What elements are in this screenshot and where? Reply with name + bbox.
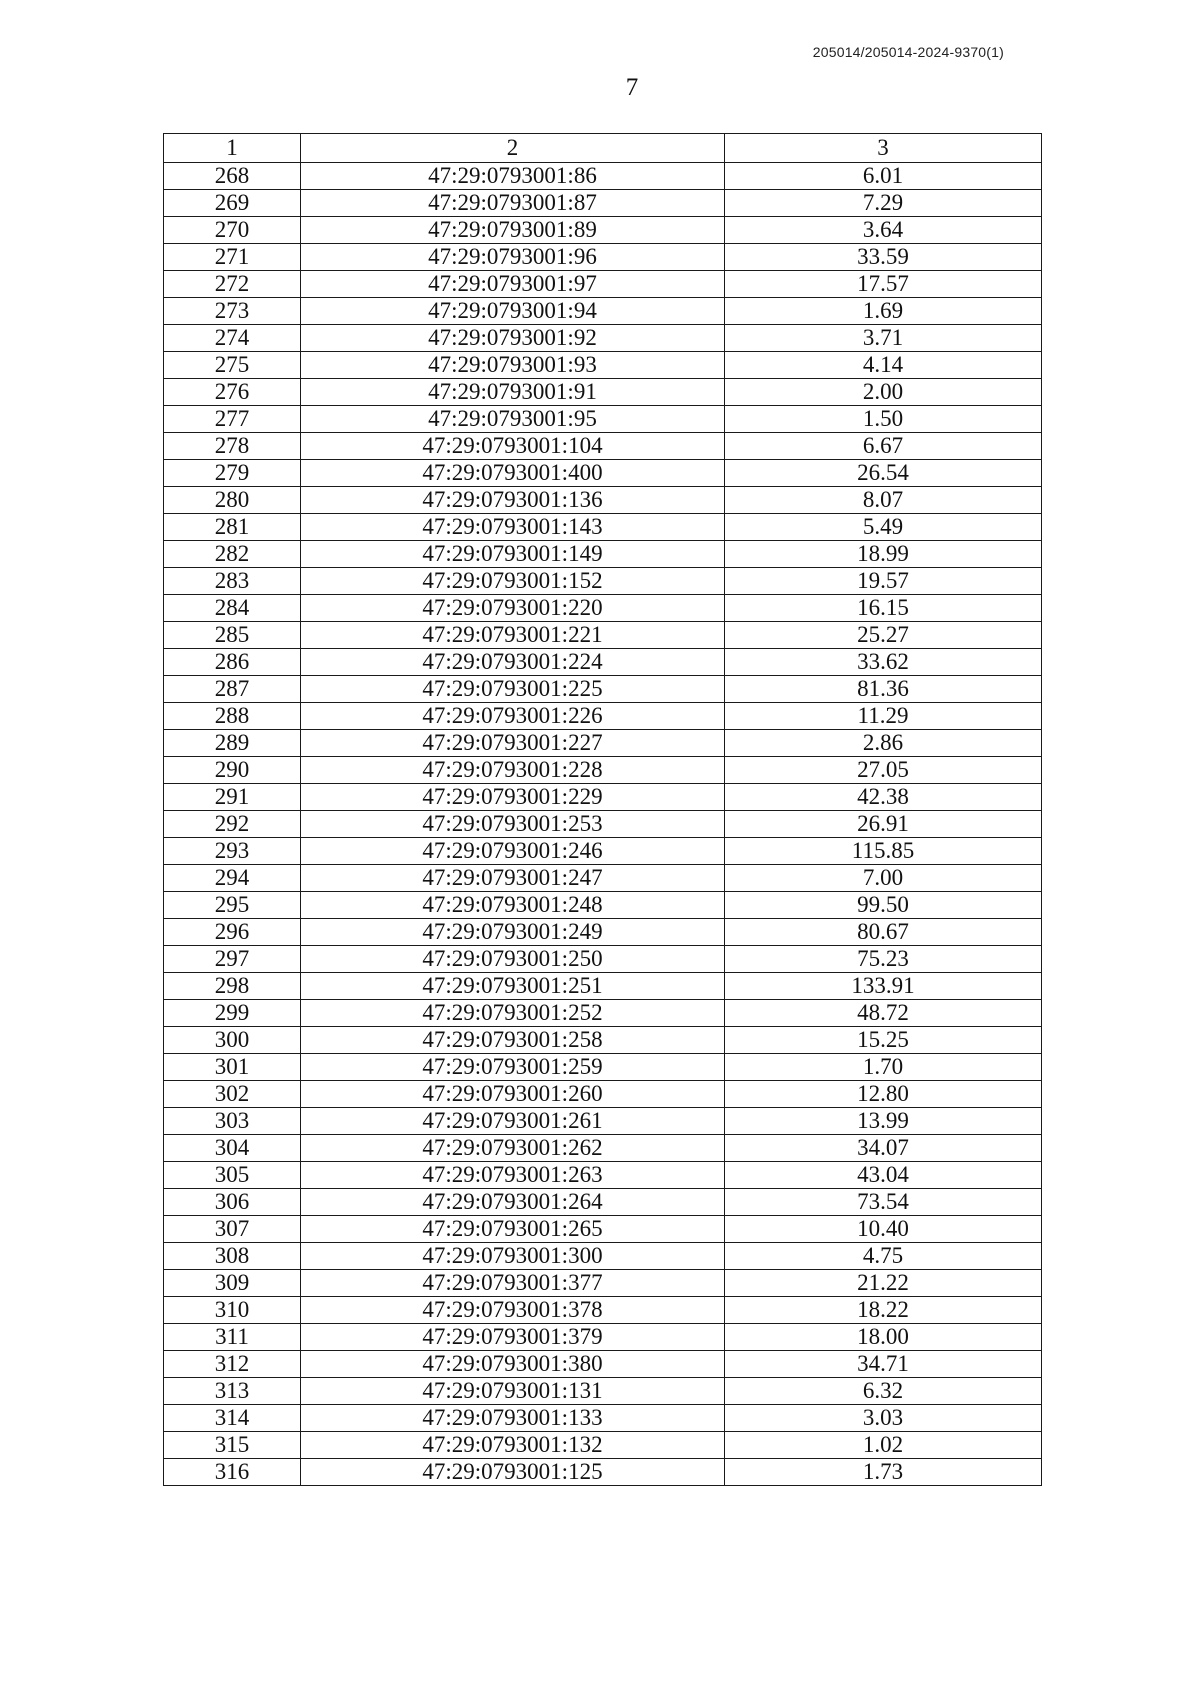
row-number-cell: 293 (164, 838, 301, 865)
cadastral-number-cell: 47:29:0793001:259 (301, 1054, 725, 1081)
row-number-cell: 302 (164, 1081, 301, 1108)
value-cell: 34.07 (725, 1135, 1042, 1162)
row-number-cell: 314 (164, 1405, 301, 1432)
value-cell: 133.91 (725, 973, 1042, 1000)
cadastral-number-cell: 47:29:0793001:125 (301, 1459, 725, 1486)
table-header-row (164, 134, 1042, 163)
value-cell: 26.54 (725, 460, 1042, 487)
cadastral-number-cell: 47:29:0793001:226 (301, 703, 725, 730)
cadastral-number-cell: 47:29:0793001:91 (301, 379, 725, 406)
row-number-cell: 286 (164, 649, 301, 676)
value-cell: 7.29 (725, 190, 1042, 217)
table-row (164, 298, 1042, 325)
row-number-cell: 288 (164, 703, 301, 730)
table-row (164, 379, 1042, 406)
table-row (164, 1405, 1042, 1432)
value-cell: 15.25 (725, 1027, 1042, 1054)
table-row (164, 1162, 1042, 1189)
cadastral-number-cell: 47:29:0793001:377 (301, 1270, 725, 1297)
value-cell: 27.05 (725, 757, 1042, 784)
value-cell: 12.80 (725, 1081, 1042, 1108)
value-cell: 6.67 (725, 433, 1042, 460)
value-cell: 2.00 (725, 379, 1042, 406)
table-row (164, 622, 1042, 649)
table-row (164, 406, 1042, 433)
cadastral-number-cell: 47:29:0793001:87 (301, 190, 725, 217)
table-row (164, 1297, 1042, 1324)
row-number-cell: 306 (164, 1189, 301, 1216)
cadastral-number-cell: 47:29:0793001:133 (301, 1405, 725, 1432)
table-row (164, 1324, 1042, 1351)
value-cell: 1.02 (725, 1432, 1042, 1459)
cadastral-number-cell: 47:29:0793001:380 (301, 1351, 725, 1378)
row-number-cell: 280 (164, 487, 301, 514)
column-header-2: 2 (301, 134, 725, 163)
row-number-cell: 298 (164, 973, 301, 1000)
value-cell: 18.22 (725, 1297, 1042, 1324)
cadastral-number-cell: 47:29:0793001:89 (301, 217, 725, 244)
cadastral-number-cell: 47:29:0793001:93 (301, 352, 725, 379)
data-table (163, 133, 1042, 1486)
cadastral-number-cell: 47:29:0793001:258 (301, 1027, 725, 1054)
table-row (164, 1459, 1042, 1486)
value-cell: 17.57 (725, 271, 1042, 298)
table-row (164, 1081, 1042, 1108)
row-number-cell: 281 (164, 514, 301, 541)
row-number-cell: 300 (164, 1027, 301, 1054)
row-number-cell: 284 (164, 595, 301, 622)
cadastral-number-cell: 47:29:0793001:262 (301, 1135, 725, 1162)
table-row (164, 892, 1042, 919)
table-row (164, 163, 1042, 190)
cadastral-number-cell: 47:29:0793001:246 (301, 838, 725, 865)
row-number-cell: 273 (164, 298, 301, 325)
page-number: 7 (625, 74, 639, 101)
row-number-cell: 278 (164, 433, 301, 460)
value-cell: 3.71 (725, 325, 1042, 352)
table-row (164, 541, 1042, 568)
row-number-cell: 291 (164, 784, 301, 811)
table-row (164, 217, 1042, 244)
cadastral-number-cell: 47:29:0793001:248 (301, 892, 725, 919)
value-cell: 81.36 (725, 676, 1042, 703)
value-cell: 21.22 (725, 1270, 1042, 1297)
value-cell: 48.72 (725, 1000, 1042, 1027)
value-cell: 26.91 (725, 811, 1042, 838)
table-row (164, 1108, 1042, 1135)
cadastral-number-cell: 47:29:0793001:131 (301, 1378, 725, 1405)
value-cell: 18.00 (725, 1324, 1042, 1351)
cadastral-number-cell: 47:29:0793001:265 (301, 1216, 725, 1243)
cadastral-number-cell: 47:29:0793001:95 (301, 406, 725, 433)
table-row (164, 352, 1042, 379)
value-cell: 16.15 (725, 595, 1042, 622)
value-cell: 10.40 (725, 1216, 1042, 1243)
cadastral-number-cell: 47:29:0793001:152 (301, 568, 725, 595)
value-cell: 18.99 (725, 541, 1042, 568)
cadastral-number-cell: 47:29:0793001:249 (301, 919, 725, 946)
value-cell: 4.75 (725, 1243, 1042, 1270)
value-cell: 73.54 (725, 1189, 1042, 1216)
row-number-cell: 299 (164, 1000, 301, 1027)
row-number-cell: 312 (164, 1351, 301, 1378)
cadastral-number-cell: 47:29:0793001:143 (301, 514, 725, 541)
value-cell: 115.85 (725, 838, 1042, 865)
cadastral-number-cell: 47:29:0793001:224 (301, 649, 725, 676)
row-number-cell: 275 (164, 352, 301, 379)
row-number-cell: 270 (164, 217, 301, 244)
value-cell: 2.86 (725, 730, 1042, 757)
cadastral-number-cell: 47:29:0793001:227 (301, 730, 725, 757)
value-cell: 33.62 (725, 649, 1042, 676)
row-number-cell: 269 (164, 190, 301, 217)
cadastral-number-cell: 47:29:0793001:94 (301, 298, 725, 325)
table-row (164, 595, 1042, 622)
table-row (164, 973, 1042, 1000)
table-row (164, 757, 1042, 784)
table-body (164, 163, 1042, 1486)
table-row (164, 703, 1042, 730)
value-cell: 5.49 (725, 514, 1042, 541)
table-row (164, 1189, 1042, 1216)
cadastral-number-cell: 47:29:0793001:250 (301, 946, 725, 973)
table-row (164, 244, 1042, 271)
value-cell: 7.00 (725, 865, 1042, 892)
row-number-cell: 271 (164, 244, 301, 271)
value-cell: 4.14 (725, 352, 1042, 379)
row-number-cell: 272 (164, 271, 301, 298)
value-cell: 75.23 (725, 946, 1042, 973)
column-header-3: 3 (725, 134, 1042, 163)
value-cell: 8.07 (725, 487, 1042, 514)
row-number-cell: 310 (164, 1297, 301, 1324)
table-row (164, 433, 1042, 460)
row-number-cell: 308 (164, 1243, 301, 1270)
row-number-cell: 285 (164, 622, 301, 649)
table-row (164, 487, 1042, 514)
value-cell: 33.59 (725, 244, 1042, 271)
table-row (164, 730, 1042, 757)
table-row (164, 271, 1042, 298)
table-row (164, 1000, 1042, 1027)
cadastral-number-cell: 47:29:0793001:263 (301, 1162, 725, 1189)
cadastral-number-cell: 47:29:0793001:149 (301, 541, 725, 568)
row-number-cell: 295 (164, 892, 301, 919)
value-cell: 13.99 (725, 1108, 1042, 1135)
row-number-cell: 307 (164, 1216, 301, 1243)
table-row (164, 568, 1042, 595)
table-row (164, 1027, 1042, 1054)
cadastral-number-cell: 47:29:0793001:251 (301, 973, 725, 1000)
value-cell: 1.70 (725, 1054, 1042, 1081)
table-row (164, 1243, 1042, 1270)
cadastral-number-cell: 47:29:0793001:104 (301, 433, 725, 460)
row-number-cell: 297 (164, 946, 301, 973)
value-cell: 6.32 (725, 1378, 1042, 1405)
row-number-cell: 301 (164, 1054, 301, 1081)
value-cell: 1.69 (725, 298, 1042, 325)
table-row (164, 1378, 1042, 1405)
table-row (164, 1216, 1042, 1243)
table-row (164, 460, 1042, 487)
cadastral-number-cell: 47:29:0793001:378 (301, 1297, 725, 1324)
table-row (164, 838, 1042, 865)
table-row (164, 1054, 1042, 1081)
cadastral-number-cell: 47:29:0793001:264 (301, 1189, 725, 1216)
cadastral-number-cell: 47:29:0793001:96 (301, 244, 725, 271)
value-cell: 19.57 (725, 568, 1042, 595)
table-row (164, 1270, 1042, 1297)
row-number-cell: 311 (164, 1324, 301, 1351)
cadastral-number-cell: 47:29:0793001:228 (301, 757, 725, 784)
cadastral-number-cell: 47:29:0793001:225 (301, 676, 725, 703)
cadastral-number-cell: 47:29:0793001:220 (301, 595, 725, 622)
row-number-cell: 305 (164, 1162, 301, 1189)
row-number-cell: 313 (164, 1378, 301, 1405)
table-row (164, 1432, 1042, 1459)
value-cell: 1.50 (725, 406, 1042, 433)
cadastral-number-cell: 47:29:0793001:136 (301, 487, 725, 514)
row-number-cell: 289 (164, 730, 301, 757)
value-cell: 25.27 (725, 622, 1042, 649)
row-number-cell: 279 (164, 460, 301, 487)
cadastral-number-cell: 47:29:0793001:247 (301, 865, 725, 892)
table-header (164, 134, 1042, 163)
row-number-cell: 309 (164, 1270, 301, 1297)
value-cell: 99.50 (725, 892, 1042, 919)
table-row (164, 919, 1042, 946)
row-number-cell: 296 (164, 919, 301, 946)
cadastral-number-cell: 47:29:0793001:260 (301, 1081, 725, 1108)
value-cell: 43.04 (725, 1162, 1042, 1189)
row-number-cell: 287 (164, 676, 301, 703)
table-row (164, 784, 1042, 811)
value-cell: 3.03 (725, 1405, 1042, 1432)
row-number-cell: 282 (164, 541, 301, 568)
cadastral-number-cell: 47:29:0793001:379 (301, 1324, 725, 1351)
cadastral-number-cell: 47:29:0793001:261 (301, 1108, 725, 1135)
row-number-cell: 303 (164, 1108, 301, 1135)
table-row (164, 946, 1042, 973)
value-cell: 1.73 (725, 1459, 1042, 1486)
row-number-cell: 283 (164, 568, 301, 595)
table-row (164, 865, 1042, 892)
cadastral-number-cell: 47:29:0793001:132 (301, 1432, 725, 1459)
table-row (164, 514, 1042, 541)
value-cell: 3.64 (725, 217, 1042, 244)
cadastral-number-cell: 47:29:0793001:92 (301, 325, 725, 352)
cadastral-number-cell: 47:29:0793001:86 (301, 163, 725, 190)
cadastral-number-cell: 47:29:0793001:300 (301, 1243, 725, 1270)
cadastral-number-cell: 47:29:0793001:97 (301, 271, 725, 298)
row-number-cell: 292 (164, 811, 301, 838)
table-row (164, 811, 1042, 838)
row-number-cell: 315 (164, 1432, 301, 1459)
row-number-cell: 316 (164, 1459, 301, 1486)
cadastral-number-cell: 47:29:0793001:229 (301, 784, 725, 811)
row-number-cell: 304 (164, 1135, 301, 1162)
column-header-1: 1 (164, 134, 301, 163)
document-reference: 205014/205014-2024-9370(1) (812, 44, 1004, 60)
value-cell: 34.71 (725, 1351, 1042, 1378)
cadastral-number-cell: 47:29:0793001:253 (301, 811, 725, 838)
row-number-cell: 294 (164, 865, 301, 892)
row-number-cell: 274 (164, 325, 301, 352)
value-cell: 42.38 (725, 784, 1042, 811)
cadastral-number-cell: 47:29:0793001:252 (301, 1000, 725, 1027)
cadastral-number-cell: 47:29:0793001:400 (301, 460, 725, 487)
row-number-cell: 290 (164, 757, 301, 784)
table-row (164, 1135, 1042, 1162)
value-cell: 80.67 (725, 919, 1042, 946)
value-cell: 6.01 (725, 163, 1042, 190)
table-row (164, 325, 1042, 352)
table-row (164, 1351, 1042, 1378)
row-number-cell: 268 (164, 163, 301, 190)
table-row (164, 676, 1042, 703)
row-number-cell: 277 (164, 406, 301, 433)
row-number-cell: 276 (164, 379, 301, 406)
value-cell: 11.29 (725, 703, 1042, 730)
cadastral-number-cell: 47:29:0793001:221 (301, 622, 725, 649)
table-row (164, 190, 1042, 217)
table-row (164, 649, 1042, 676)
